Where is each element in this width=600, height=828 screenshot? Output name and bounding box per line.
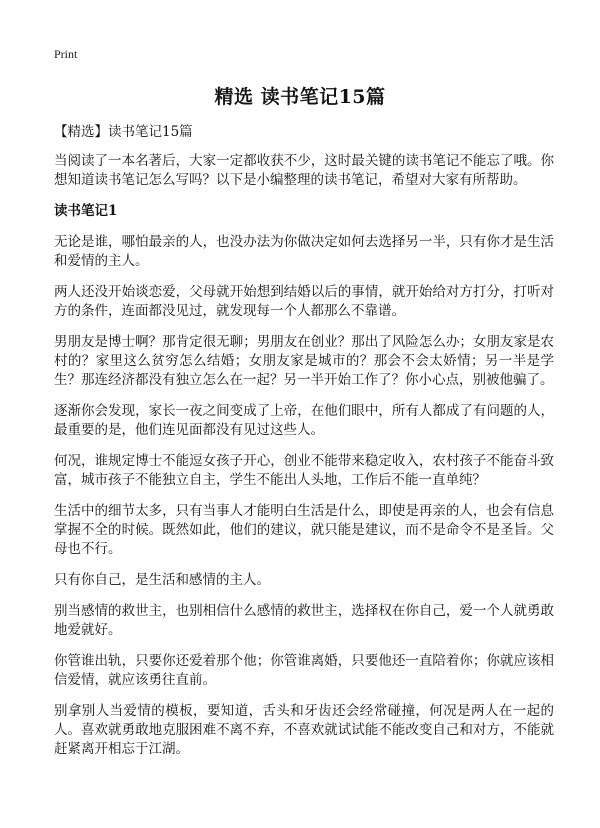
body-paragraph: 逐渐你会发现，家长一夜之间变成了上帝，在他们眼中，所有人都成了有问题的人，最重要的是，他们连见面都没有见过这些人。 [54, 403, 554, 438]
print-label: Print [54, 47, 78, 61]
body-paragraph: 两人还没开始谈恋爱，父母就开始想到结婚以后的事情，就开始给对方打分，打听对方的条件，连面都没见过，就发现每一个人都那么不靠谱。 [54, 284, 554, 319]
body-paragraph: 生活中的细节太多，只有当事人才能明白生活是什么，即使是再亲的人，也会有信息掌握不全的时候。既然如此，他们的建议，就只能是建议，而不是命令不是圣旨。父母也不行。 [54, 503, 554, 557]
page-subtitle: 【精选】读书笔记15篇 [54, 124, 193, 140]
body-paragraph: 别当感情的救世主，也别相信什么感情的救世主，选择权在你自己，爱一个人就勇敢地爱就好。 [54, 603, 554, 638]
body-paragraph: 何况，谁规定博士不能逗女孩子开心，创业不能带来稳定收入，农村孩子不能奋斗致富，城市孩子不能独立自主，学生不能出人头地，工作后不能一直单纯？ [54, 453, 554, 488]
body-paragraph: 男朋友是博士啊？那肯定很无聊；男朋友在创业？那出了风险怎么办；女朋友家是农村的？家里这么贫穷怎么结婚；女朋友家是城市的？那会不会太娇情；另一半是学生？那连经济都没有独立怎么在一起？另一半开始工作了？你小心点，别被他骗了。 [54, 334, 554, 388]
intro-paragraph: 当阅读了一本名著后，大家一定都收获不少，这时最关键的读书笔记不能忘了哦。你想知道读书笔记怎么写吗？以下是小编整理的读书笔记，希望对大家有所帮助。 [54, 153, 554, 188]
section-heading: 读书笔记1 [54, 203, 118, 219]
article-body [54, 152, 554, 771]
body-paragraph: 你管谁出轨，只要你还爱着那个他；你管谁离婚，只要他还一直陪着你；你就应该相信爱情，就应该勇往直前。 [54, 653, 554, 688]
body-paragraph: 只有你自己，是生活和感情的主人。 [54, 572, 270, 588]
page-title: 精选 读书笔记15篇 [214, 86, 386, 108]
body-paragraph: 无论是谁，哪怕最亲的人，也没办法为你做决定如何去选择另一半，只有你才是生活和爱情的主人。 [54, 234, 554, 269]
body-paragraph: 别拿别人当爱情的模板，要知道，舌头和牙齿还会经常碰撞，何况是两人在一起的人。喜欢就勇敢地克服困难不离不弃，不喜欢就试试能不能改变自己和对方，不能就赶紧离开相忘于江湖。 [54, 703, 554, 757]
